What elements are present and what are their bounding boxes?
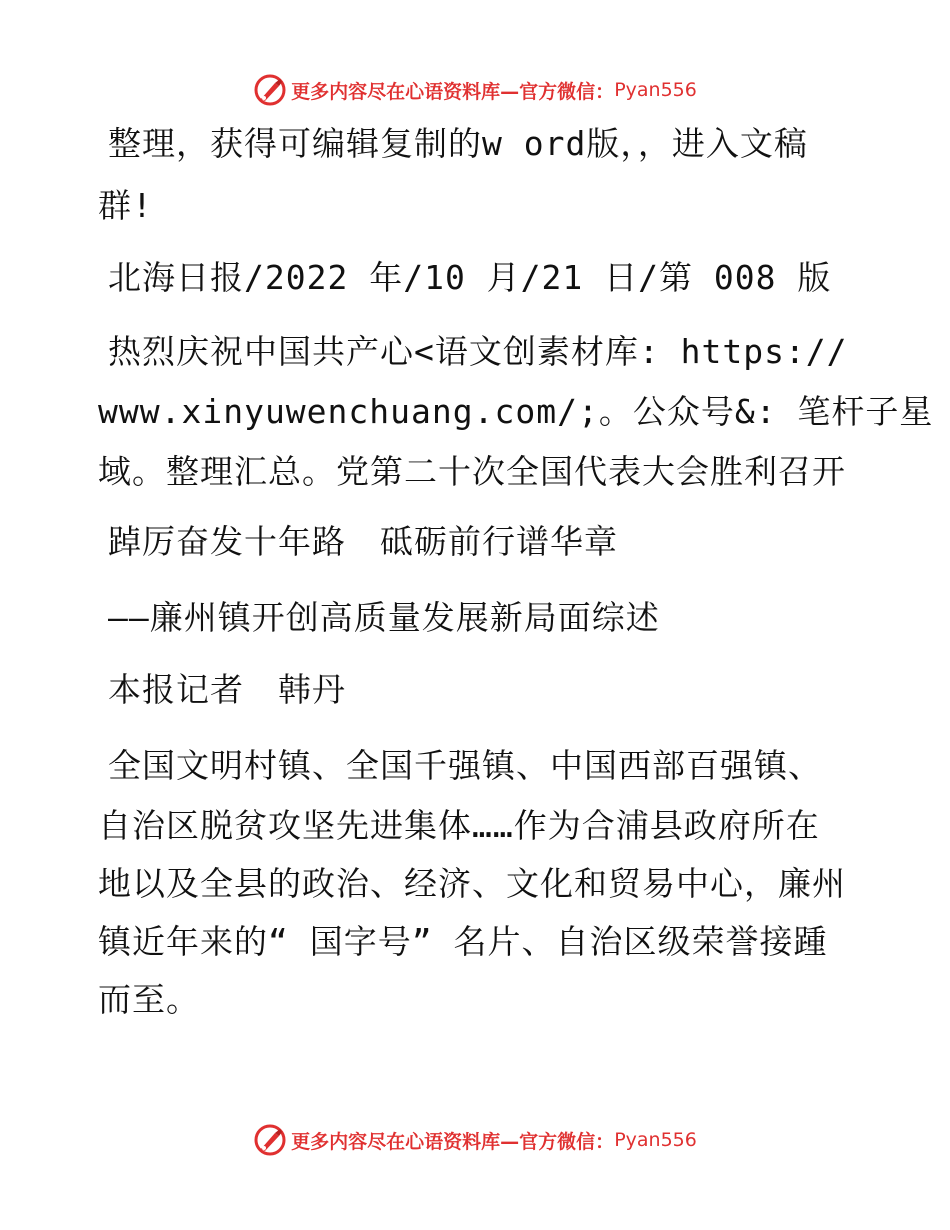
dateline: 北海日报/2022 年/10 月/21 日/第 008 版 — [108, 258, 832, 297]
pen-logo-icon — [253, 1123, 287, 1157]
paragraph-line: 全国文明村镇、全国千强镇、中国西部百强镇、 — [108, 746, 822, 785]
article-title: 踔厉奋发十年路 砥砺前行谱华章 — [108, 522, 618, 561]
watermark-account: Pyan556 — [614, 79, 697, 101]
text-line: www.xinyuwenchuang.com/;。公众号&: 笔杆子星 — [98, 392, 934, 431]
watermark-account: Pyan556 — [614, 1129, 697, 1151]
paragraph-line: 镇近年来的“ 国字号” 名片、自治区级荣誉接踵 — [98, 922, 828, 961]
paragraph-line: 地以及全县的政治、经济、文化和贸易中心，廉州 — [98, 864, 846, 903]
footer-watermark — [0, 1120, 950, 1160]
watermark-text: 更多内容尽在心语资料库 — [291, 80, 501, 103]
watermark-separator: —官方微信： — [500, 1130, 615, 1153]
text-line: 群! — [98, 186, 153, 225]
header-watermark — [0, 70, 950, 110]
watermark-separator: —官方微信： — [500, 80, 615, 103]
pen-logo-icon — [253, 73, 287, 107]
paragraph-line: 而至。 — [98, 980, 200, 1019]
text-line: 整理，获得可编辑复制的w ord版，，进入文稿 — [108, 124, 808, 163]
article-subtitle: ——廉州镇开创高质量发展新局面综述 — [108, 598, 660, 637]
watermark-text: 更多内容尽在心语资料库 — [291, 1130, 501, 1153]
paragraph-line: 自治区脱贫攻坚先进集体……作为合浦县政府所在 — [98, 806, 820, 845]
text-line: 热烈庆祝中国共产心<语文创素材库: https:// — [108, 332, 848, 371]
byline: 本报记者 韩丹 — [108, 670, 346, 709]
text-line: 域。整理汇总。党第二十次全国代表大会胜利召开 — [98, 452, 846, 491]
